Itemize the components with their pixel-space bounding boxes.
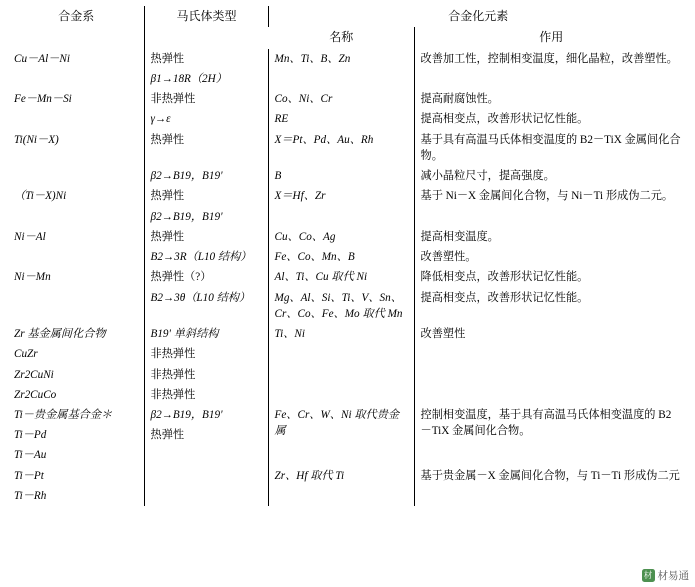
cell-system: Ti－贵金属基合金＊ [14,409,113,421]
watermark-label: 材易通 [657,570,689,582]
header-element-name: 名称 [329,30,354,45]
cell-martensite-type: 热弹性 [144,130,268,166]
cell-element-function: 基于 Ni－X 金属间化合物，与 Ni－Ti 形成伪二元。 [414,186,687,226]
cell-element-function: 提高相变点，改善形状记忆性能。 [414,109,687,129]
cell-element-name: Al、Ti、Cu 取代 Ni [268,267,414,287]
cell-system: Zr2CuCo [14,388,57,401]
cell-element-function: 基于具有高温马氏体相变温度的 B2－TiX 金属间化合物。 [414,130,687,166]
cell-system: CuZr [14,348,38,361]
table-row [8,466,687,486]
cell-martensite-type [144,486,268,506]
cell-element-name: X＝Hf、Zr [268,186,414,206]
table-row [8,49,687,69]
cell-martensite-type: 热弹性 [144,186,268,206]
cell-element-name: X＝Pt、Pd、Au、Rh [268,130,414,166]
cell-martensite-type: 热弹性 [144,227,268,247]
cell-system: Cu－Al－Ni [14,52,70,65]
cell-martensite-type: 非热弹性 [144,385,268,405]
cell-element-name: Mg、Al、Si、Ti、V、Sn、Cr、Co、Fe、Mo 取代 Mn [268,288,414,324]
cell-element-function: 改善加工性，控制相变温度，细化晶粒，改善塑性。 [414,49,687,89]
cell-martensite-type: B2→3θ（L10 结构） [144,288,268,324]
cell-system: Ti－Pd [14,429,47,442]
cell-element-function: 降低相变点，改善形状记忆性能。 [414,267,687,287]
watermark-logo-icon: 材 [642,569,655,582]
cell-martensite-type [144,445,268,465]
cell-martensite-type: B2→3R（L10 结构） [144,247,268,267]
cell-martensite-type: β2→B19，B19' [144,405,268,425]
cell-element-function: 改善塑性。 [414,247,687,267]
cell-martensite-type: 热弹性 [144,49,268,69]
cell-martensite-type: β2→B19，B19' [144,166,268,186]
header-alloying-elements: 合金化元素 [268,6,687,27]
cell-element-name: RE [268,109,414,129]
cell-system: Fe－Mn－Si [14,93,72,106]
table-row [8,445,687,465]
cell-martensite-type: 热弹性 [144,425,268,445]
table-row [8,130,687,166]
cell-element-function: 减小晶粒尺寸，提高强度。 [414,166,687,186]
table-row [8,267,687,287]
cell-element-name [268,445,414,465]
table-row [8,324,687,344]
cell-element-name: B [268,166,414,186]
cell-system: Ti(Ni－X) [14,133,59,146]
cell-element-name: Fe、Cr、W、Ni 取代贵金属 [268,405,414,445]
header-element-function: 作用 [414,27,687,48]
cell-system: Ti－Rh [14,489,47,502]
cell-element-function: 控制相变温度，基于具有高温马氏体相变温度的 B2－TiX 金属间化合物。 [414,405,687,445]
cell-system: Ti－Au [14,449,47,462]
cell-martensite-type: B19' 单斜结构 [144,324,268,344]
cell-element-name: Co、Ni、Cr [268,89,414,109]
cell-element-name: Zr、Hf 取代 Ti [268,466,414,506]
cell-martensite-type: β1→18R（2H） [144,69,268,89]
cell-element-function: 改善塑性 [414,324,687,405]
cell-element-function: 提高耐腐蚀性。 [414,89,687,109]
cell-system: Ti－Pt [14,469,44,482]
cell-martensite-type [144,466,268,486]
cell-element-name: Fe、Co、Mn、B [268,247,414,267]
cell-element-function: 提高相变点，改善形状记忆性能。 [414,288,687,324]
document-page [0,6,695,587]
cell-element-name: Ti、Ni [268,324,414,405]
table-row [8,186,687,206]
table-header-row-1 [8,6,687,27]
cell-martensite-type: 非热弹性 [144,89,268,109]
cell-system: Zr 基金属间化合物 [14,328,106,341]
cell-element-function [414,445,687,465]
header-system: 合金系 [58,9,95,23]
cell-martensite-type: 热弹性（?） [144,267,268,287]
cell-element-name [268,207,414,227]
cell-martensite-type: γ→ε [144,109,268,129]
alloy-table [8,6,687,506]
table-row [8,89,687,109]
cell-system: （Ti－X)Ni [14,190,67,203]
cell-system: Zr2CuNi [14,368,54,381]
cell-element-name: Cu、Co、Ag [268,227,414,247]
cell-system: Ni－Mn [14,271,51,284]
cell-system: Ni－Al [14,230,46,243]
cell-element-function: 提高相变温度。 [414,227,687,247]
cell-martensite-type: β2→B19，B19' [144,207,268,227]
table-row [8,227,687,247]
cell-element-function: 基于贵金属－X 金属间化合物，与 Ti－Ti 形成伪二元 [414,466,687,506]
header-martensite-type: 马氏体类型 [144,6,268,49]
table-row [8,405,687,425]
cell-martensite-type: 非热弹性 [144,365,268,385]
cell-martensite-type: 非热弹性 [144,344,268,364]
cell-element-name: Mn、Ti、B、Zn [268,49,414,89]
